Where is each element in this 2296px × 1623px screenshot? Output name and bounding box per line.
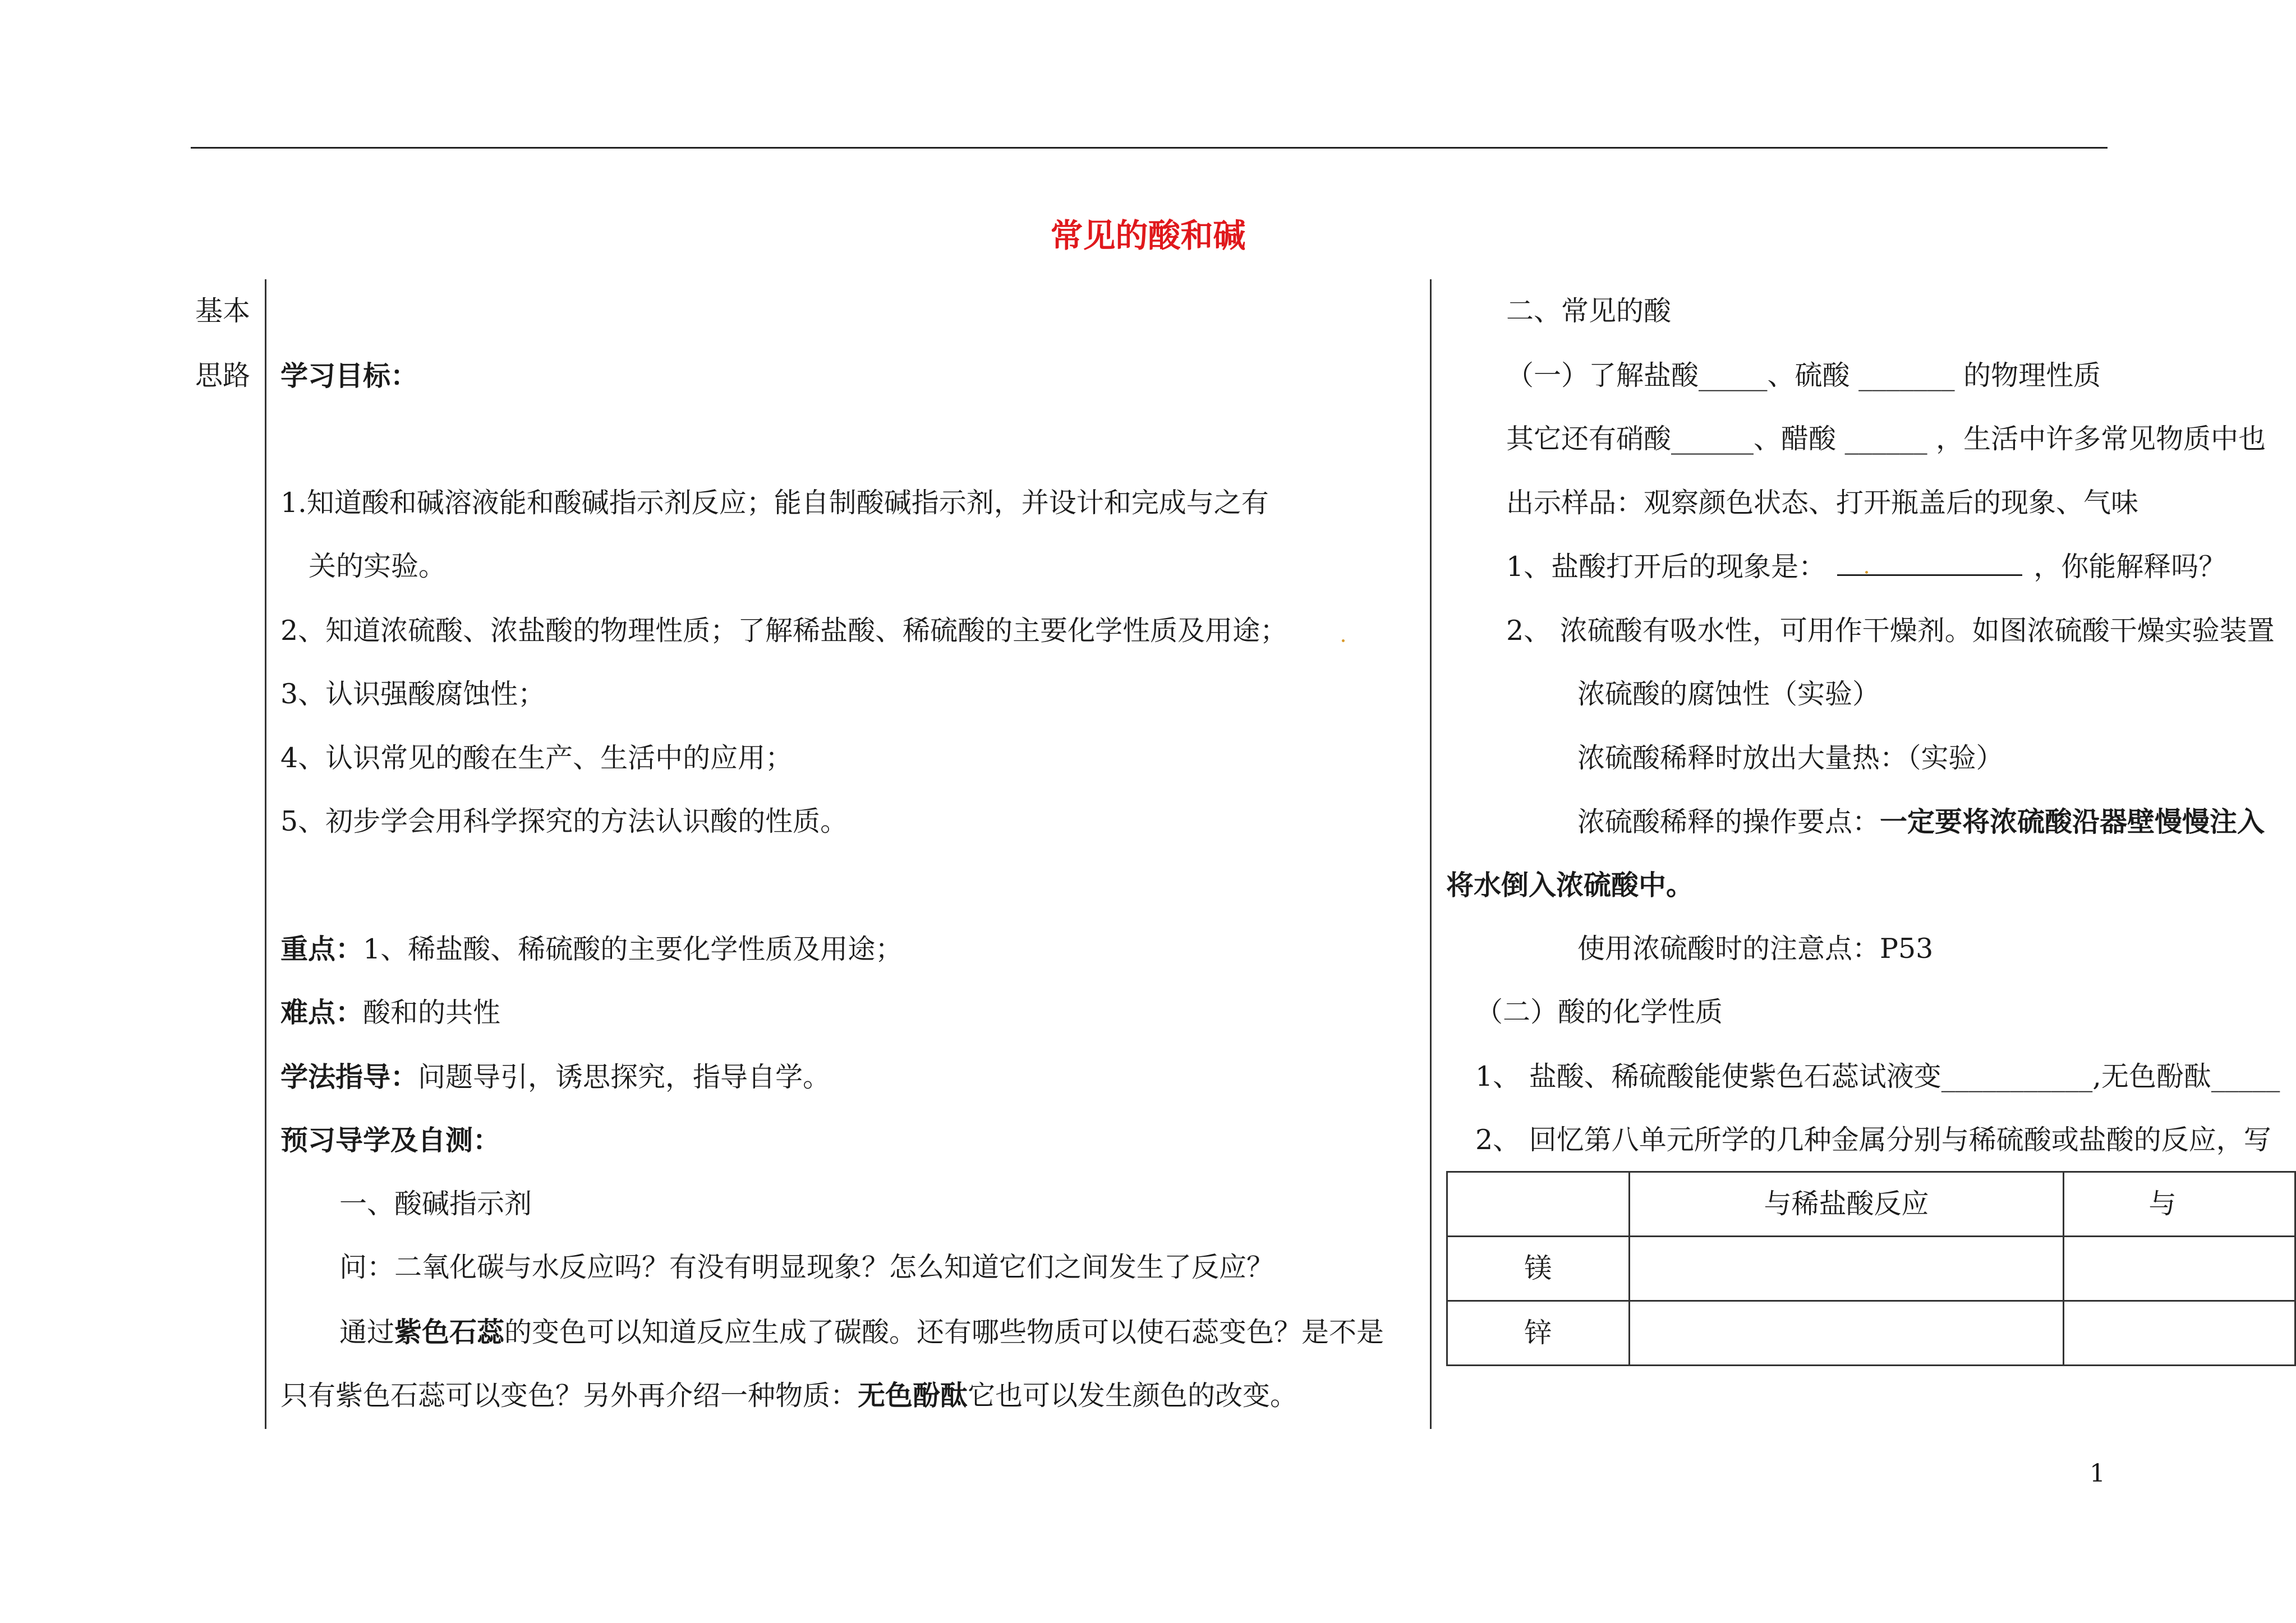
p1-bold: 紫色石蕊 bbox=[394, 1316, 505, 1348]
blank-dot bbox=[1865, 571, 1868, 574]
r4-b: ，你能解释吗？ bbox=[2033, 551, 2226, 583]
label-silu: 思路 bbox=[195, 359, 251, 391]
right-line-10: 使用浓硫酸时的注意点：P53 bbox=[1577, 933, 1934, 965]
table-header-cell bbox=[1447, 1172, 1630, 1237]
method-guide bbox=[280, 1060, 830, 1094]
table-cell bbox=[2064, 1301, 2295, 1366]
table-header-cell: 与 bbox=[2064, 1172, 2295, 1237]
section-1-heading: 一、酸碱指示剂 bbox=[339, 1188, 532, 1220]
middle-column-rule bbox=[1430, 279, 1432, 1429]
header-rule bbox=[191, 147, 2108, 149]
table-row bbox=[1447, 1237, 2295, 1301]
key-label: 重点： bbox=[280, 933, 364, 965]
table-header-row bbox=[1447, 1172, 2295, 1237]
metal-reaction-table bbox=[1446, 1171, 2296, 1366]
diff-label: 难点： bbox=[280, 996, 364, 1029]
right-line-13: 2、 回忆第八单元所学的几种金属分别与稀硫酸或盐酸的反应，写 bbox=[1475, 1124, 2271, 1156]
label-jiben: 基本 bbox=[195, 295, 251, 327]
table-header-cell: 与稀盐酸反应 bbox=[1629, 1172, 2064, 1237]
p2-a: 只有紫色石蕊可以变色？另外再介绍一种物质： bbox=[280, 1380, 858, 1412]
right-line-11: （二）酸的化学性质 bbox=[1475, 996, 1723, 1028]
table-cell: 锌 bbox=[1447, 1301, 1630, 1366]
goal-2: 2、知道浓硫酸、浓盐酸的物理性质；了解稀盐酸、稀硫酸的主要化学性质及用途； bbox=[280, 615, 1288, 647]
right-line-7: 浓硫酸稀释时放出大量热：（实验） bbox=[1577, 742, 2004, 774]
page-number: 1 bbox=[2090, 1459, 2105, 1488]
p1-a: 通过 bbox=[339, 1316, 395, 1348]
goal-1b: 关的实验。 bbox=[309, 550, 447, 582]
table-cell: 镁 bbox=[1447, 1237, 1630, 1301]
right-line-5: 2、 浓硫酸有吸水性，可用作干燥剂。如图浓硫酸干燥实验装置 bbox=[1506, 615, 2275, 647]
left-column-rule bbox=[265, 279, 266, 1429]
method-label: 学法指导： bbox=[280, 1061, 418, 1093]
goals-heading: 学习目标： bbox=[280, 359, 418, 392]
table-row bbox=[1447, 1301, 2295, 1366]
p1-c: 的变色可以知道反应生成了碳酸。还有哪些物质可以使石蕊变色？是不是 bbox=[504, 1316, 1384, 1348]
page-title: 常见的酸和碱 bbox=[1050, 216, 1246, 255]
right-line-6: 浓硫酸的腐蚀性（实验） bbox=[1577, 678, 1880, 710]
method-text: 问题导引，诱思探究，指导自学。 bbox=[418, 1061, 831, 1093]
question-text: 问：二氧化碳与水反应吗？有没有明显现象？怎么知道它们之间发生了反应？ bbox=[339, 1251, 1274, 1283]
p2-bold: 无色酚酞 bbox=[858, 1379, 968, 1412]
right-line-1: （一）了解盐酸_____、硫酸 _______ 的物理性质 bbox=[1506, 359, 2101, 391]
table-cell bbox=[1629, 1237, 2064, 1301]
r4-a: 1、盐酸打开后的现象是： bbox=[1506, 551, 1826, 583]
goal-3: 3、认识强酸腐蚀性； bbox=[280, 678, 546, 710]
goal-1a: 1.知道酸和碱溶液能和酸碱指示剂反应；能自制酸碱指示剂，并设计和完成与之有 bbox=[280, 487, 1269, 519]
key-points bbox=[280, 932, 903, 966]
paragraph-line-2 bbox=[280, 1378, 1297, 1413]
p2-c: 它也可以发生颜色的改变。 bbox=[968, 1380, 1298, 1412]
right-line-3: 出示样品：观察颜色状态、打开瓶盖后的现象、气味 bbox=[1506, 487, 2139, 519]
table-cell bbox=[2064, 1237, 2295, 1301]
right-line-8 bbox=[1577, 805, 2265, 839]
right-line-4 bbox=[1506, 550, 2226, 584]
preview-heading: 预习导学及自测： bbox=[280, 1124, 501, 1156]
stray-dot bbox=[1342, 639, 1345, 642]
right-line-2: 其它还有硝酸______、醋酸 ______ ，生活中许多常见物质中也 bbox=[1506, 423, 2266, 455]
right-line-9: 将水倒入浓硫酸中。 bbox=[1446, 869, 1694, 901]
key-text: 1、稀盐酸、稀硫酸的主要化学性质及用途； bbox=[363, 933, 903, 965]
goal-5: 5、初步学会用科学探究的方法认识酸的性质。 bbox=[280, 805, 848, 837]
r8-a: 浓硫酸稀释的操作要点： bbox=[1577, 806, 1880, 838]
paragraph-line-1 bbox=[339, 1315, 1384, 1349]
right-line-12: 1、 盐酸、稀硫酸能使紫色石蕊试液变___________,无色酚酞_____ bbox=[1475, 1061, 2280, 1092]
section-2-heading: 二、常见的酸 bbox=[1506, 295, 1672, 327]
table-cell bbox=[1629, 1301, 2064, 1366]
diff-text: 酸和的共性 bbox=[363, 997, 501, 1029]
r8-bold: 一定要将浓硫酸沿器壁慢慢注入 bbox=[1880, 805, 2265, 838]
difficult-points bbox=[280, 995, 500, 1030]
goal-4: 4、认识常见的酸在生产、生活中的应用； bbox=[280, 742, 793, 774]
